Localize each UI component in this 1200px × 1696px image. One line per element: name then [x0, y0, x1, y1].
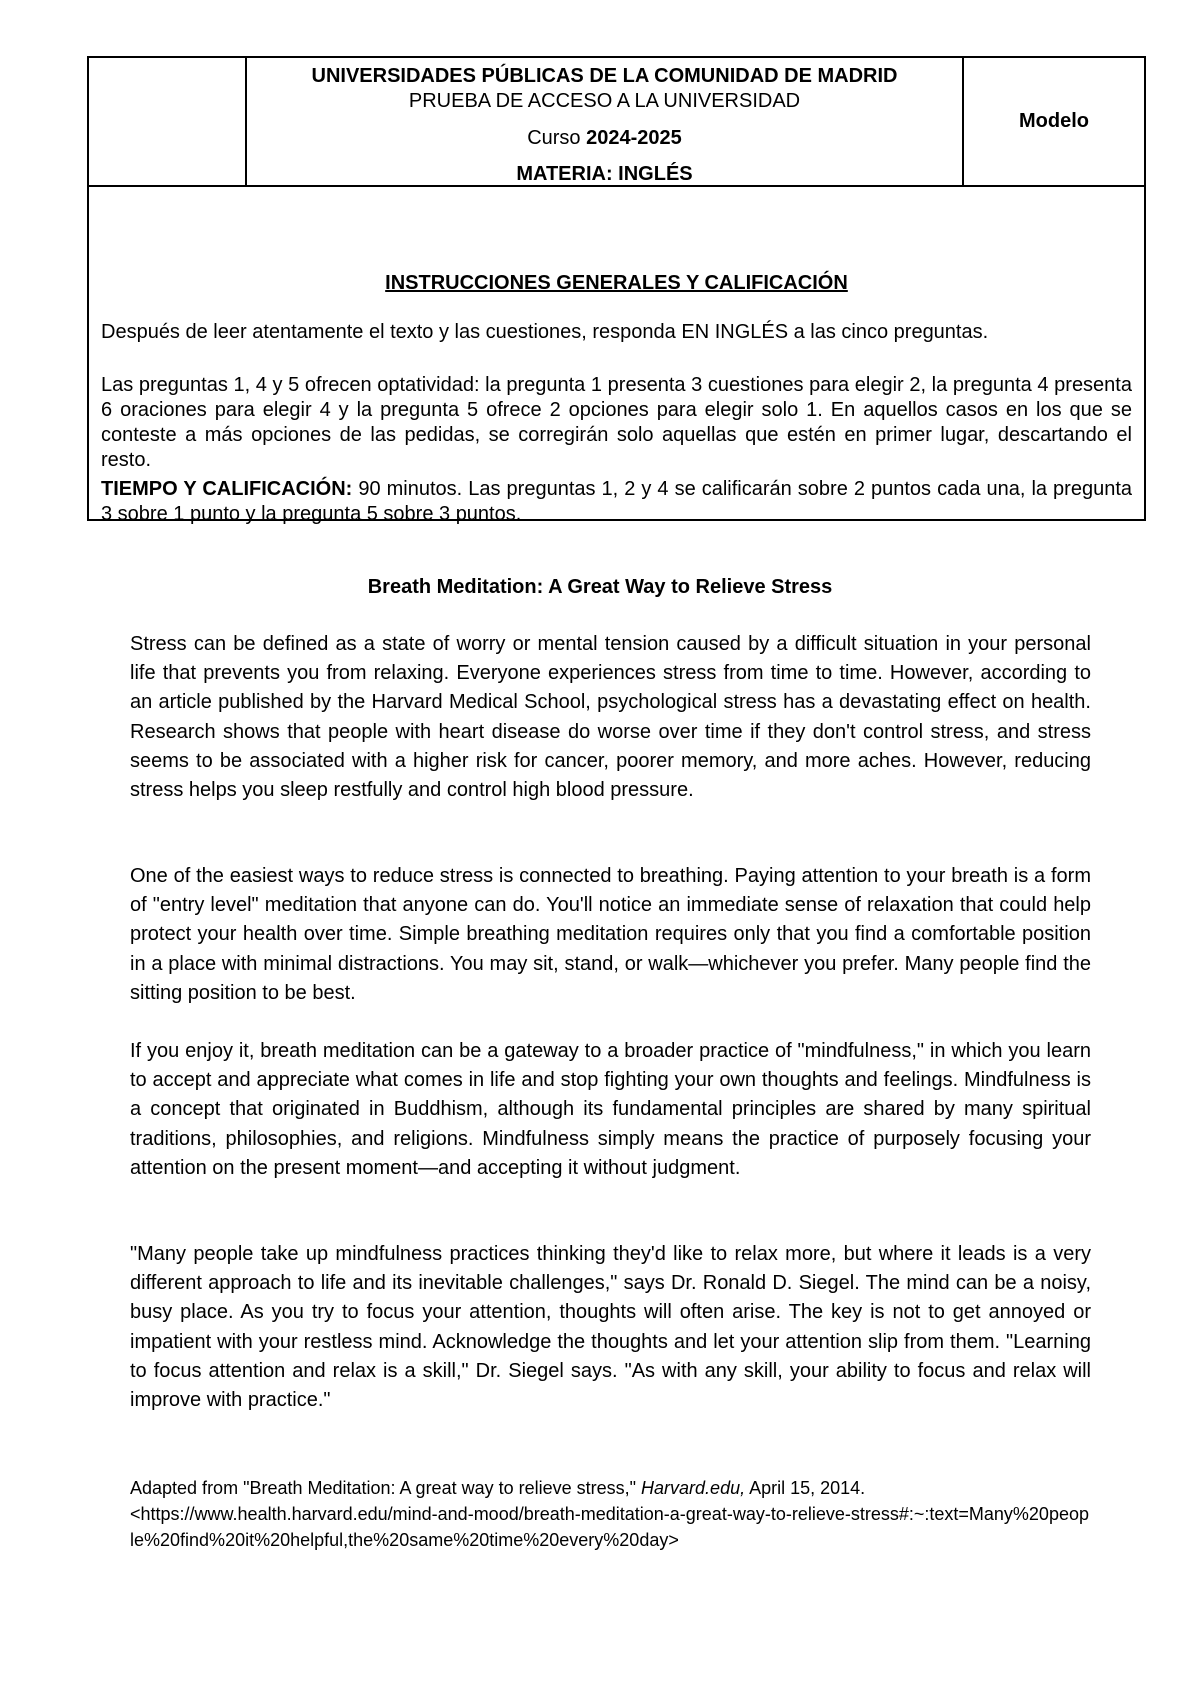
title-cell [247, 58, 962, 185]
instructions-paragraph-2: Las preguntas 1, 4 y 5 ofrecen optatividad: la pregunta 1 presenta 3 cuestiones para elegir 2, la pregunta 4 presenta 6 oraciones para elegir 4 y la pregunta 5 ofrece 2 opciones para elegir solo 1. En aquellos casos en los que se conteste a más opciones de las pedidas, se corregirán solo aquellas que estén en primer lugar, descartando el resto. [101, 374, 1132, 471]
article-paragraph-4: "Many people take up mindfulness practices thinking they'd like to relax more, but where it leads is a very different approach to life and its inevitable challenges," says Dr. Ronald D. Siegel. The mind can be a noisy, busy place. As you try to focus your attention, thoughts will often arise. The key is not to get annoyed or impatient with your restless mind. Acknowledge the thoughts and let your attention slip from them. "Learning to focus attention and relax is a skill," Dr. Siegel says. "As with any skill, your ability to focus and relax will improve with practice." [130, 1243, 1091, 1412]
article-paragraph-2: One of the easiest ways to reduce stress is connected to breathing. Paying attention to your breath is a form of "entry level" meditation that anyone can do. You'll notice an immediate sense of relaxation that could help protect your health over time. Simple breathing meditation requires only that you find a comfortable position in a place with minimal distractions. You may sit, stand, or walk—whichever you prefer. Many people find the sitting position to be best. [130, 865, 1091, 1004]
source-site: Harvard.edu, [641, 1478, 746, 1498]
exam-name: PRUEBA DE ACCESO A LA UNIVERSIDAD [408, 90, 801, 112]
course-value: 2024-2025 [586, 127, 682, 149]
article-title: Breath Meditation: A Great Way to Relieve Stress [367, 576, 833, 598]
time-grading-text: 90 minutos. Las preguntas 1, 2 y 4 se calificarán sobre 2 puntos cada una, la pregunta 3 sobre 1 punto y la pregunta 5 sobre 3 puntos. [101, 478, 1132, 525]
university-name: UNIVERSIDADES PÚBLICAS DE LA COMUNIDAD DE MADRID [311, 65, 898, 87]
header-row [89, 58, 1144, 187]
time-grading-label: TIEMPO Y CALIFICACIÓN: [101, 478, 353, 500]
instructions-title: INSTRUCCIONES GENERALES Y CALIFICACIÓN [385, 272, 848, 294]
logo-cell [89, 58, 247, 185]
instructions-section [89, 187, 1144, 525]
instructions-paragraph-3 [101, 477, 1132, 527]
instructions-paragraph-1: Después de leer atentamente el texto y las cuestiones, responda EN INGLÉS a las cinco preguntas. [101, 321, 989, 343]
source-url[interactable]: <https://www.health.harvard.edu/mind-and-mood/breath-meditation-a-great-way-to-relieve-stress#:~:text=Many%20people%20find%20it%20helpful,the%20same%20time%20every%20day> [130, 1504, 1089, 1550]
source-citation [130, 1475, 1091, 1553]
course-label: Curso [527, 127, 581, 149]
model-label: Modelo [1019, 110, 1089, 132]
subject: MATERIA: INGLÉS [516, 163, 693, 185]
source-date: April 15, 2014. [745, 1478, 866, 1498]
article-paragraph-1: Stress can be defined as a state of worry or mental tension caused by a difficult situation in your personal life that prevents you from relaxing. Everyone experiences stress from time to time. However, according to an article published by the Harvard Medical School, psychological stress has a devastating effect on health. Research shows that people with heart disease do worse over time if they don't control stress, and stress seems to be associated with a higher risk for cancer, poorer memory, and more aches. However, reducing stress helps you sleep restfully and control high blood pressure. [130, 633, 1091, 802]
article-paragraph-3: If you enjoy it, breath meditation can be a gateway to a broader practice of "mindfulness," in which you learn to accept and appreciate what comes in life and stop fighting your own thoughts and feelings. Mindfulness is a concept that originated in Buddhism, although its fundamental principles are shared by many spiritual traditions, philosophies, and religions. Mindfulness simply means the practice of purposely focusing your attention on the present moment—and accepting it without judgment. [130, 1040, 1091, 1179]
header-table [87, 56, 1146, 525]
source-prefix: Adapted from "Breath Meditation: A great way to relieve stress," [130, 1478, 642, 1498]
course-line [247, 126, 962, 150]
model-cell [962, 58, 1144, 185]
